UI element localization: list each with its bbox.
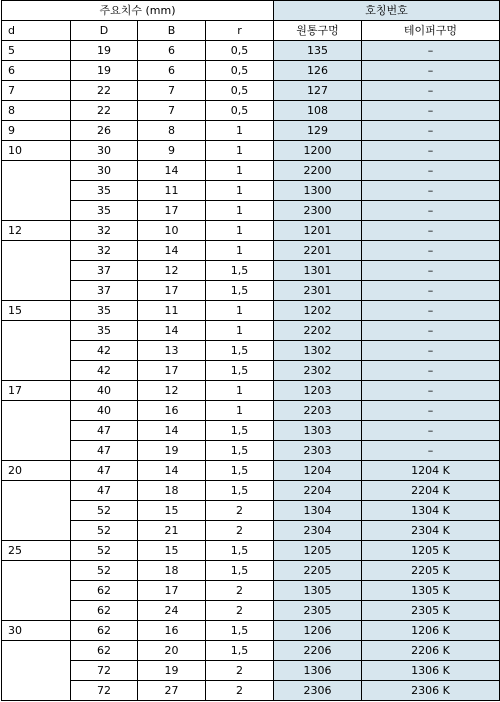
header-designation: 호칭번호 <box>274 1 500 21</box>
cell-r: 1,5 <box>206 281 274 301</box>
cell-tapered-bore: – <box>362 301 500 321</box>
cell-cylindrical-bore: 1200 <box>274 141 362 161</box>
table-row <box>2 41 500 61</box>
cell-cylindrical-bore: 129 <box>274 121 362 141</box>
cell-tapered-bore: – <box>362 161 500 181</box>
table-row <box>2 341 500 361</box>
cell-D: 40 <box>71 381 138 401</box>
cell-cylindrical-bore: 1304 <box>274 501 362 521</box>
table-row <box>2 181 500 201</box>
cell-D: 22 <box>71 81 138 101</box>
cell-r: 1,5 <box>206 481 274 501</box>
cell-tapered-bore: – <box>362 281 500 301</box>
cell-r: 1 <box>206 141 274 161</box>
cell-r: 1 <box>206 221 274 241</box>
cell-B: 13 <box>138 341 206 361</box>
cell-D: 62 <box>71 621 138 641</box>
cell-tapered-bore: 1205 K <box>362 541 500 561</box>
cell-cylindrical-bore: 1201 <box>274 221 362 241</box>
cell-D: 26 <box>71 121 138 141</box>
cell-cylindrical-bore: 127 <box>274 81 362 101</box>
table-row <box>2 481 500 501</box>
cell-r: 1 <box>206 161 274 181</box>
cell-d: 17 <box>2 381 71 401</box>
cell-D: 30 <box>71 141 138 161</box>
cell-tapered-bore: – <box>362 261 500 281</box>
cell-tapered-bore: 2204 K <box>362 481 500 501</box>
cell-d-empty-group <box>2 561 71 621</box>
cell-r: 2 <box>206 661 274 681</box>
cell-tapered-bore: – <box>362 121 500 141</box>
cell-D: 62 <box>71 601 138 621</box>
cell-cylindrical-bore: 1301 <box>274 261 362 281</box>
cell-D: 35 <box>71 181 138 201</box>
table-row <box>2 221 500 241</box>
cell-d-empty-group <box>2 161 71 221</box>
cell-cylindrical-bore: 2201 <box>274 241 362 261</box>
cell-B: 9 <box>138 141 206 161</box>
cell-D: 42 <box>71 361 138 381</box>
cell-D: 32 <box>71 241 138 261</box>
cell-r: 0,5 <box>206 41 274 61</box>
header-main-dimensions: 주요치수 (mm) <box>2 1 274 21</box>
cell-tapered-bore: – <box>362 61 500 81</box>
cell-cylindrical-bore: 2304 <box>274 521 362 541</box>
cell-B: 14 <box>138 421 206 441</box>
cell-tapered-bore: – <box>362 361 500 381</box>
cell-D: 35 <box>71 301 138 321</box>
cell-D: 32 <box>71 221 138 241</box>
cell-d: 15 <box>2 301 71 321</box>
cell-B: 16 <box>138 401 206 421</box>
cell-r: 0,5 <box>206 61 274 81</box>
cell-B: 14 <box>138 241 206 261</box>
cell-B: 18 <box>138 481 206 501</box>
cell-B: 18 <box>138 561 206 581</box>
cell-d-empty-group <box>2 321 71 381</box>
cell-d-empty-group <box>2 401 71 461</box>
cell-r: 1 <box>206 181 274 201</box>
table-row <box>2 421 500 441</box>
cell-D: 19 <box>71 61 138 81</box>
table-row <box>2 681 500 701</box>
table-row <box>2 361 500 381</box>
cell-tapered-bore: – <box>362 201 500 221</box>
cell-r: 1,5 <box>206 441 274 461</box>
cell-cylindrical-bore: 108 <box>274 101 362 121</box>
table-row <box>2 101 500 121</box>
cell-B: 20 <box>138 641 206 661</box>
cell-r: 1,5 <box>206 361 274 381</box>
cell-D: 47 <box>71 421 138 441</box>
table-row <box>2 461 500 481</box>
table-row <box>2 281 500 301</box>
cell-B: 11 <box>138 181 206 201</box>
cell-cylindrical-bore: 1202 <box>274 301 362 321</box>
cell-cylindrical-bore: 135 <box>274 41 362 61</box>
cell-tapered-bore: 2205 K <box>362 561 500 581</box>
cell-r: 0,5 <box>206 81 274 101</box>
cell-cylindrical-bore: 1303 <box>274 421 362 441</box>
cell-B: 11 <box>138 301 206 321</box>
cell-tapered-bore: 1304 K <box>362 501 500 521</box>
cell-D: 52 <box>71 561 138 581</box>
table-row <box>2 501 500 521</box>
cell-r: 1,5 <box>206 261 274 281</box>
bearing-dimension-table-container <box>1 0 500 701</box>
cell-cylindrical-bore: 1205 <box>274 541 362 561</box>
cell-cylindrical-bore: 1300 <box>274 181 362 201</box>
cell-cylindrical-bore: 2306 <box>274 681 362 701</box>
table-row <box>2 201 500 221</box>
cell-cylindrical-bore: 1305 <box>274 581 362 601</box>
cell-r: 1,5 <box>206 461 274 481</box>
cell-D: 37 <box>71 261 138 281</box>
cell-D: 37 <box>71 281 138 301</box>
cell-tapered-bore: 1305 K <box>362 581 500 601</box>
cell-D: 19 <box>71 41 138 61</box>
cell-r: 1 <box>206 241 274 261</box>
cell-tapered-bore: – <box>362 421 500 441</box>
cell-tapered-bore: 2305 K <box>362 601 500 621</box>
cell-tapered-bore: 1306 K <box>362 661 500 681</box>
cell-tapered-bore: – <box>362 321 500 341</box>
cell-B: 14 <box>138 321 206 341</box>
column-header-cylindrical-bore: 원통구멍 <box>274 21 362 41</box>
cell-B: 7 <box>138 81 206 101</box>
cell-r: 1 <box>206 301 274 321</box>
cell-r: 1 <box>206 401 274 421</box>
column-header-D: D <box>71 21 138 41</box>
cell-B: 17 <box>138 581 206 601</box>
cell-tapered-bore: – <box>362 221 500 241</box>
cell-B: 16 <box>138 621 206 641</box>
cell-tapered-bore: 2206 K <box>362 641 500 661</box>
cell-B: 17 <box>138 201 206 221</box>
cell-D: 35 <box>71 201 138 221</box>
cell-D: 47 <box>71 481 138 501</box>
cell-D: 47 <box>71 461 138 481</box>
cell-cylindrical-bore: 1302 <box>274 341 362 361</box>
cell-d: 6 <box>2 61 71 81</box>
cell-D: 30 <box>71 161 138 181</box>
cell-d: 9 <box>2 121 71 141</box>
cell-D: 62 <box>71 581 138 601</box>
cell-cylindrical-bore: 2200 <box>274 161 362 181</box>
header-row-columns <box>2 21 500 41</box>
table-row <box>2 441 500 461</box>
cell-d: 30 <box>2 621 71 641</box>
cell-cylindrical-bore: 2205 <box>274 561 362 581</box>
cell-tapered-bore: 2304 K <box>362 521 500 541</box>
cell-tapered-bore: – <box>362 141 500 161</box>
table-row <box>2 581 500 601</box>
table-row <box>2 61 500 81</box>
cell-tapered-bore: – <box>362 241 500 261</box>
table-row <box>2 301 500 321</box>
cell-r: 2 <box>206 521 274 541</box>
cell-r: 1,5 <box>206 341 274 361</box>
cell-r: 2 <box>206 601 274 621</box>
cell-r: 1,5 <box>206 621 274 641</box>
table-row <box>2 241 500 261</box>
table-row <box>2 261 500 281</box>
table-row <box>2 521 500 541</box>
cell-B: 17 <box>138 281 206 301</box>
cell-B: 6 <box>138 41 206 61</box>
cell-B: 27 <box>138 681 206 701</box>
cell-d-empty-group <box>2 641 71 701</box>
cell-cylindrical-bore: 2202 <box>274 321 362 341</box>
table-row <box>2 121 500 141</box>
cell-B: 12 <box>138 261 206 281</box>
table-row <box>2 561 500 581</box>
cell-d-empty-group <box>2 241 71 301</box>
cell-cylindrical-bore: 2301 <box>274 281 362 301</box>
cell-r: 1 <box>206 121 274 141</box>
cell-D: 42 <box>71 341 138 361</box>
table-row <box>2 381 500 401</box>
cell-B: 12 <box>138 381 206 401</box>
cell-d: 8 <box>2 101 71 121</box>
cell-cylindrical-bore: 2300 <box>274 201 362 221</box>
cell-r: 2 <box>206 501 274 521</box>
column-header-B: B <box>138 21 206 41</box>
cell-cylindrical-bore: 126 <box>274 61 362 81</box>
cell-tapered-bore: – <box>362 441 500 461</box>
cell-D: 40 <box>71 401 138 421</box>
cell-d: 12 <box>2 221 71 241</box>
cell-cylindrical-bore: 1203 <box>274 381 362 401</box>
cell-r: 1 <box>206 201 274 221</box>
cell-B: 10 <box>138 221 206 241</box>
cell-d-empty-group <box>2 481 71 541</box>
table-body <box>2 1 500 701</box>
cell-r: 2 <box>206 581 274 601</box>
cell-tapered-bore: 1204 K <box>362 461 500 481</box>
cell-r: 1,5 <box>206 561 274 581</box>
cell-B: 8 <box>138 121 206 141</box>
cell-tapered-bore: – <box>362 181 500 201</box>
cell-d: 25 <box>2 541 71 561</box>
cell-d: 10 <box>2 141 71 161</box>
cell-d: 7 <box>2 81 71 101</box>
cell-cylindrical-bore: 1204 <box>274 461 362 481</box>
header-row-group <box>2 1 500 21</box>
cell-cylindrical-bore: 1206 <box>274 621 362 641</box>
cell-d: 20 <box>2 461 71 481</box>
cell-D: 52 <box>71 541 138 561</box>
table-row <box>2 321 500 341</box>
cell-D: 62 <box>71 641 138 661</box>
cell-r: 1,5 <box>206 421 274 441</box>
cell-D: 47 <box>71 441 138 461</box>
column-header-d: d <box>2 21 71 41</box>
cell-tapered-bore: 1206 K <box>362 621 500 641</box>
column-header-r: r <box>206 21 274 41</box>
table-row <box>2 141 500 161</box>
cell-cylindrical-bore: 2203 <box>274 401 362 421</box>
cell-r: 1,5 <box>206 641 274 661</box>
cell-cylindrical-bore: 2305 <box>274 601 362 621</box>
cell-tapered-bore: – <box>362 101 500 121</box>
table-row <box>2 401 500 421</box>
table-row <box>2 661 500 681</box>
cell-B: 6 <box>138 61 206 81</box>
cell-tapered-bore: – <box>362 81 500 101</box>
bearing-dimension-table <box>1 0 500 701</box>
table-row <box>2 541 500 561</box>
cell-tapered-bore: – <box>362 381 500 401</box>
cell-B: 14 <box>138 461 206 481</box>
cell-r: 1 <box>206 321 274 341</box>
cell-D: 72 <box>71 661 138 681</box>
cell-cylindrical-bore: 1306 <box>274 661 362 681</box>
cell-D: 22 <box>71 101 138 121</box>
cell-D: 52 <box>71 501 138 521</box>
cell-tapered-bore: – <box>362 41 500 61</box>
cell-B: 19 <box>138 661 206 681</box>
table-row <box>2 81 500 101</box>
cell-tapered-bore: – <box>362 401 500 421</box>
table-row <box>2 641 500 661</box>
cell-cylindrical-bore: 2206 <box>274 641 362 661</box>
cell-B: 19 <box>138 441 206 461</box>
cell-D: 72 <box>71 681 138 701</box>
cell-D: 52 <box>71 521 138 541</box>
cell-cylindrical-bore: 2303 <box>274 441 362 461</box>
cell-tapered-bore: 2306 K <box>362 681 500 701</box>
cell-tapered-bore: – <box>362 341 500 361</box>
column-header-tapered-bore: 테이퍼구멍 <box>362 21 500 41</box>
cell-B: 24 <box>138 601 206 621</box>
cell-B: 15 <box>138 501 206 521</box>
cell-cylindrical-bore: 2302 <box>274 361 362 381</box>
cell-r: 1 <box>206 381 274 401</box>
cell-cylindrical-bore: 2204 <box>274 481 362 501</box>
cell-D: 35 <box>71 321 138 341</box>
cell-B: 21 <box>138 521 206 541</box>
cell-B: 15 <box>138 541 206 561</box>
table-row <box>2 161 500 181</box>
table-row <box>2 601 500 621</box>
cell-r: 0,5 <box>206 101 274 121</box>
cell-d: 5 <box>2 41 71 61</box>
cell-B: 17 <box>138 361 206 381</box>
cell-r: 1,5 <box>206 541 274 561</box>
cell-B: 14 <box>138 161 206 181</box>
cell-B: 7 <box>138 101 206 121</box>
cell-r: 2 <box>206 681 274 701</box>
table-row <box>2 621 500 641</box>
